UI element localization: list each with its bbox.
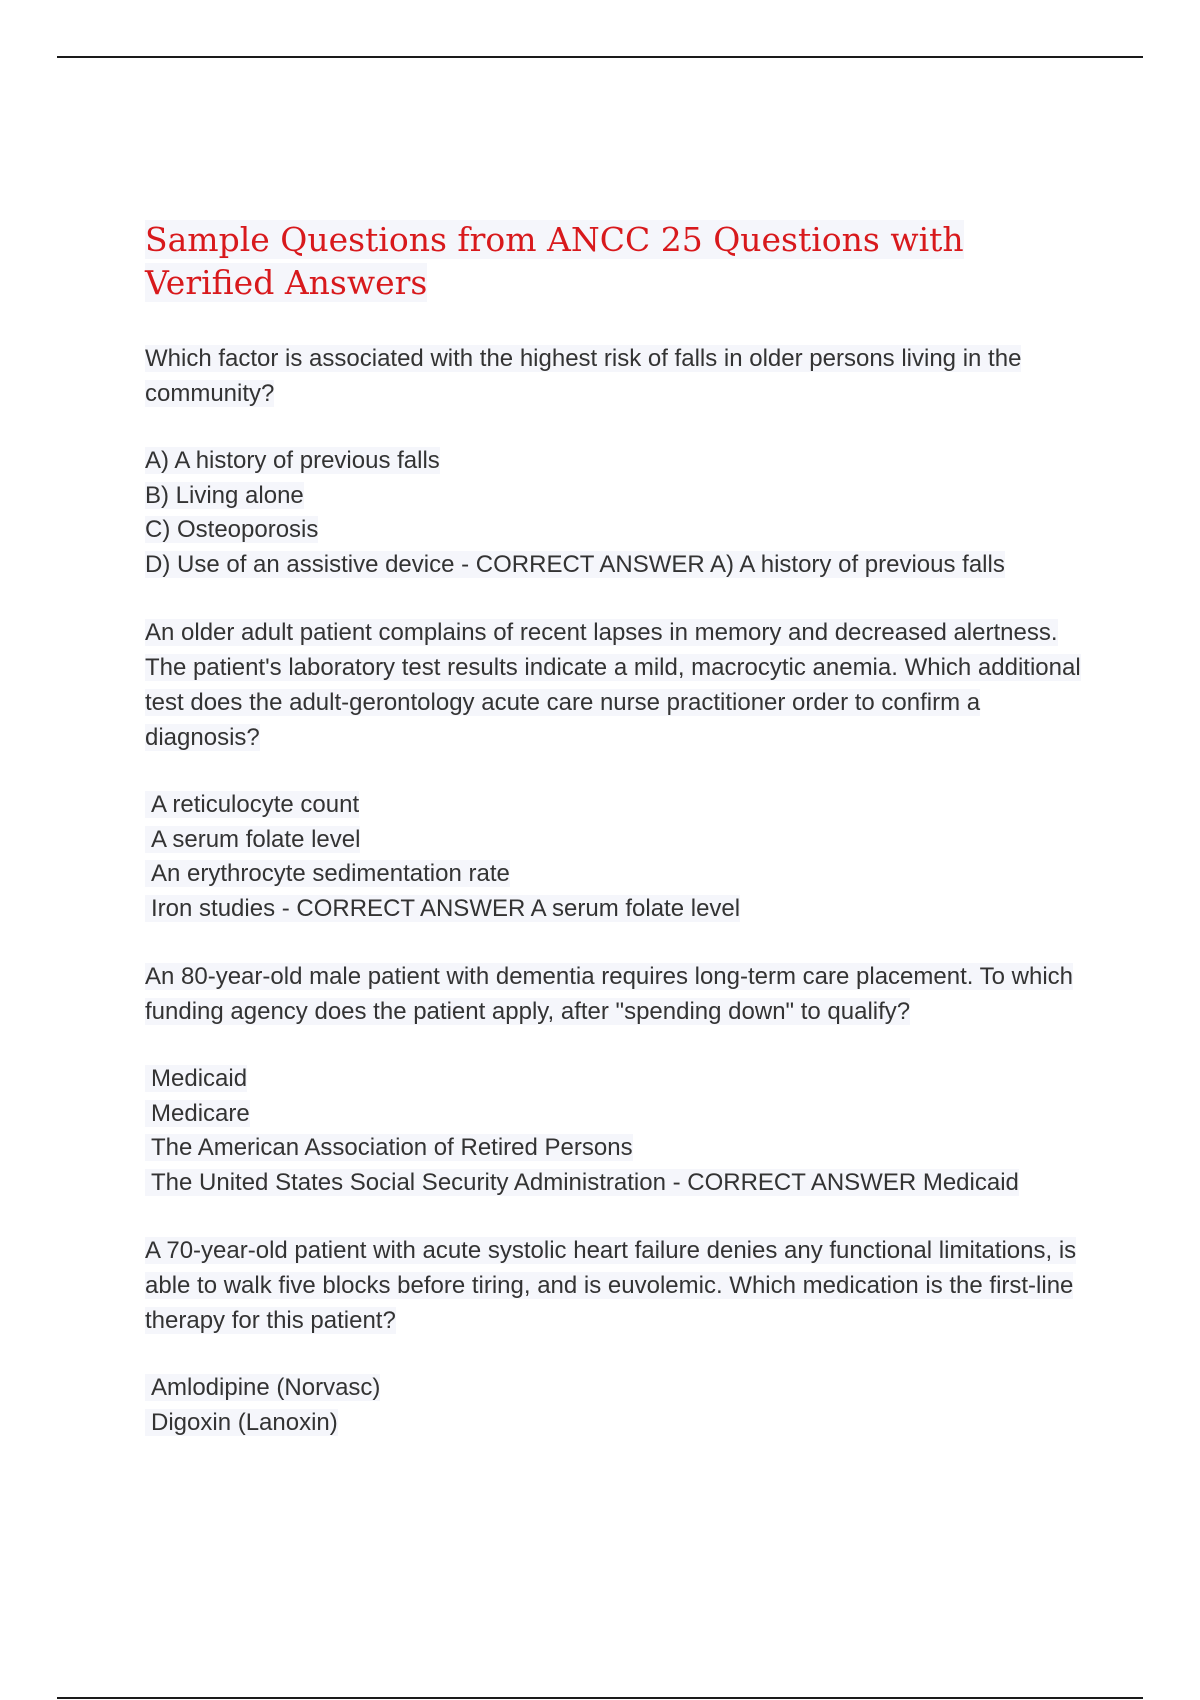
question-block-1 [145,341,1095,582]
answer-options [145,1371,1095,1440]
answer-option: C) Osteoporosis [145,516,319,543]
answer-option: A) A history of previous falls [145,447,440,474]
answer-options [145,788,1095,926]
document-title: Sample Questions from ANCC 25 Questions with Verified Answers [145,220,964,302]
answer-option: B) Living alone [145,481,304,509]
question-block-3 [145,959,1095,1200]
bottom-rule [57,1697,1143,1699]
answer-option: Medicare [145,1097,1095,1132]
answer-options [145,444,1095,582]
question-prompt: An 80-year-old male patient with dementia requires long-term care placement. To which funding agency does the patient apply, after "spending down" to qualify? [145,963,1074,1025]
question-prompt: Which factor is associated with the highest risk of falls in older persons living in the community? [145,345,1022,407]
answer-option: A reticulocyte count [145,788,1095,823]
answer-option: An erythrocyte sedimentation rate [145,857,1095,892]
answer-option: A serum folate level [145,823,1095,858]
answer-option: The United States Social Security Administration - CORRECT ANSWER Medicaid [145,1166,1095,1201]
question-prompt: An older adult patient complains of recent lapses in memory and decreased alertness. The patient's laboratory test results indicate a mild, macrocytic anemia. Which additional test does the adult-gerontology acute care nurse practitioner order to confirm a diagnosis? [145,619,1081,751]
question-block-4 [145,1233,1095,1440]
top-rule [57,56,1143,58]
answer-option: The American Association of Retired Persons [145,1131,1095,1166]
answer-options [145,1062,1095,1200]
answer-option: Digoxin (Lanoxin) [145,1406,1095,1441]
answer-option: D) Use of an assistive device - CORRECT ANSWER A) A history of previous falls [145,550,1005,578]
document-body [145,218,1095,1473]
answer-option: Iron studies - CORRECT ANSWER A serum folate level [145,892,1095,927]
question-prompt: A 70-year-old patient with acute systolic heart failure denies any functional limitations, is able to walk five blocks before tiring, and is euvolemic. Which medication is the first-line therapy for this patient? [145,1237,1077,1334]
answer-option: Medicaid [145,1062,1095,1097]
question-block-2 [145,615,1095,926]
answer-option: Amlodipine (Norvasc) [145,1371,1095,1406]
